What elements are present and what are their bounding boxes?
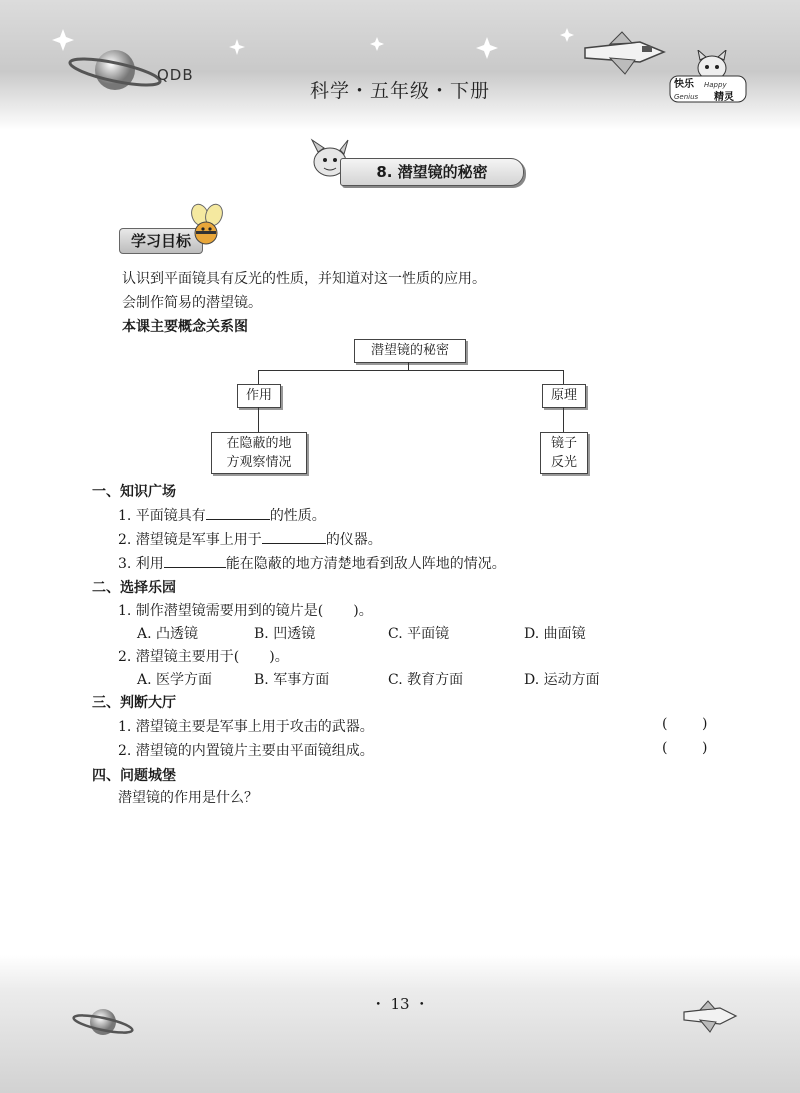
concept-principle-detail-line-1: 镜子 (550, 436, 577, 451)
judge-bracket-2-close[interactable]: ) (702, 740, 708, 756)
choice-question-1-post: )。 (353, 603, 373, 619)
brand-logo-text: QDB (157, 66, 194, 84)
concept-map-title: 本课主要概念关系图 (122, 319, 248, 335)
svg-text:Happy: Happy (704, 81, 727, 89)
judge-bracket-2-open[interactable]: ( (662, 740, 668, 756)
fill-question-3-pre: 3. 利用 (118, 556, 164, 572)
section-1-title: 一、知识广场 (92, 484, 176, 500)
section-2-title: 二、选择乐园 (92, 580, 176, 596)
concept-principle-detail-box (540, 432, 588, 474)
fill-question-1-pre: 1. 平面镜具有 (118, 508, 206, 524)
choice-2-option-c[interactable]: C. 教育方面 (388, 672, 464, 688)
fill-question-2-post: 的仪器。 (325, 532, 382, 548)
connector-right-child (563, 407, 564, 433)
fill-question-1-post: 的性质。 (269, 508, 326, 524)
space-shuttle-icon (580, 30, 670, 80)
concept-function-detail-line-2: 方观察情况 (226, 455, 292, 470)
fill-question-2-pre: 2. 潜望镜是军事上用于 (118, 532, 262, 548)
concept-function-box: 作用 (237, 384, 281, 408)
connector-left-child (258, 407, 259, 433)
judge-bracket-1-close[interactable]: ) (702, 716, 708, 732)
answer-blank-2[interactable] (262, 529, 326, 544)
space-shuttle-icon (680, 998, 740, 1038)
concept-root-box: 潜望镜的秘密 (354, 339, 466, 363)
choice-question-2-pre: 2. 潜望镜主要用于( (118, 649, 240, 665)
judge-question-2: 2. 潜望镜的内置镜片主要由平面镜组成。 (118, 743, 374, 759)
choice-2-option-a[interactable]: A. 医学方面 (137, 672, 213, 688)
judge-question-1: 1. 潜望镜主要是军事上用于攻击的武器。 (118, 719, 374, 735)
page-number: ・ 13 ・ (370, 995, 430, 1013)
choice-2-option-b[interactable]: B. 军事方面 (254, 672, 330, 688)
concept-function-detail-line-1: 在隐蔽的地 (226, 436, 292, 451)
section-4-title: 四、问题城堡 (92, 768, 176, 784)
connector-left (258, 370, 259, 384)
choice-question-2 (118, 646, 289, 666)
choice-question-2-post: )。 (269, 649, 289, 665)
choice-1-option-b[interactable]: B. 凹透镜 (254, 626, 316, 642)
answer-blank-3[interactable] (164, 553, 226, 568)
page-header-title: 科学・五年级・下册 (309, 80, 490, 102)
svg-text:快乐: 快乐 (674, 79, 694, 90)
fill-question-3-post: 能在隐蔽的地方清楚地看到敌人阵地的情况。 (225, 556, 506, 572)
fox-logo-icon (668, 50, 748, 110)
learning-goals-label: 学习目标 (119, 228, 203, 254)
fill-question-2 (118, 529, 382, 549)
choice-1-option-c[interactable]: C. 平面镜 (388, 626, 450, 642)
svg-text:Genius: Genius (674, 93, 699, 101)
answer-blank-1[interactable] (206, 505, 270, 520)
fill-question-3 (118, 553, 506, 573)
section-3-title: 三、判断大厅 (92, 695, 176, 711)
concept-principle-detail-line-2: 反光 (550, 455, 577, 470)
choice-question-1-pre: 1. 制作潜望镜需要用到的镜片是( (118, 603, 324, 619)
choice-2-option-d[interactable]: D. 运动方面 (524, 672, 600, 688)
choice-1-option-a[interactable]: A. 凸透镜 (137, 626, 199, 642)
bee-mascot-icon (186, 203, 226, 247)
judge-bracket-1-open[interactable]: ( (662, 716, 668, 732)
lesson-title: 8. 潜望镜的秘密 (340, 158, 524, 186)
concept-function-detail-box (211, 432, 307, 474)
concept-principle-box: 原理 (542, 384, 586, 408)
goal-line-2: 会制作简易的潜望镜。 (122, 295, 262, 311)
choice-1-option-d[interactable]: D. 曲面镜 (524, 626, 586, 642)
svg-text:精灵: 精灵 (714, 92, 734, 103)
choice-question-1 (118, 600, 373, 620)
goal-line-1: 认识到平面镜具有反光的性质，并知道对这一性质的应用。 (122, 271, 486, 287)
connector-right (563, 370, 564, 384)
fill-question-1 (118, 505, 326, 525)
planet-icon (70, 1000, 136, 1044)
connector-horizontal (258, 370, 564, 371)
open-question: 潜望镜的作用是什么？ (118, 790, 258, 806)
